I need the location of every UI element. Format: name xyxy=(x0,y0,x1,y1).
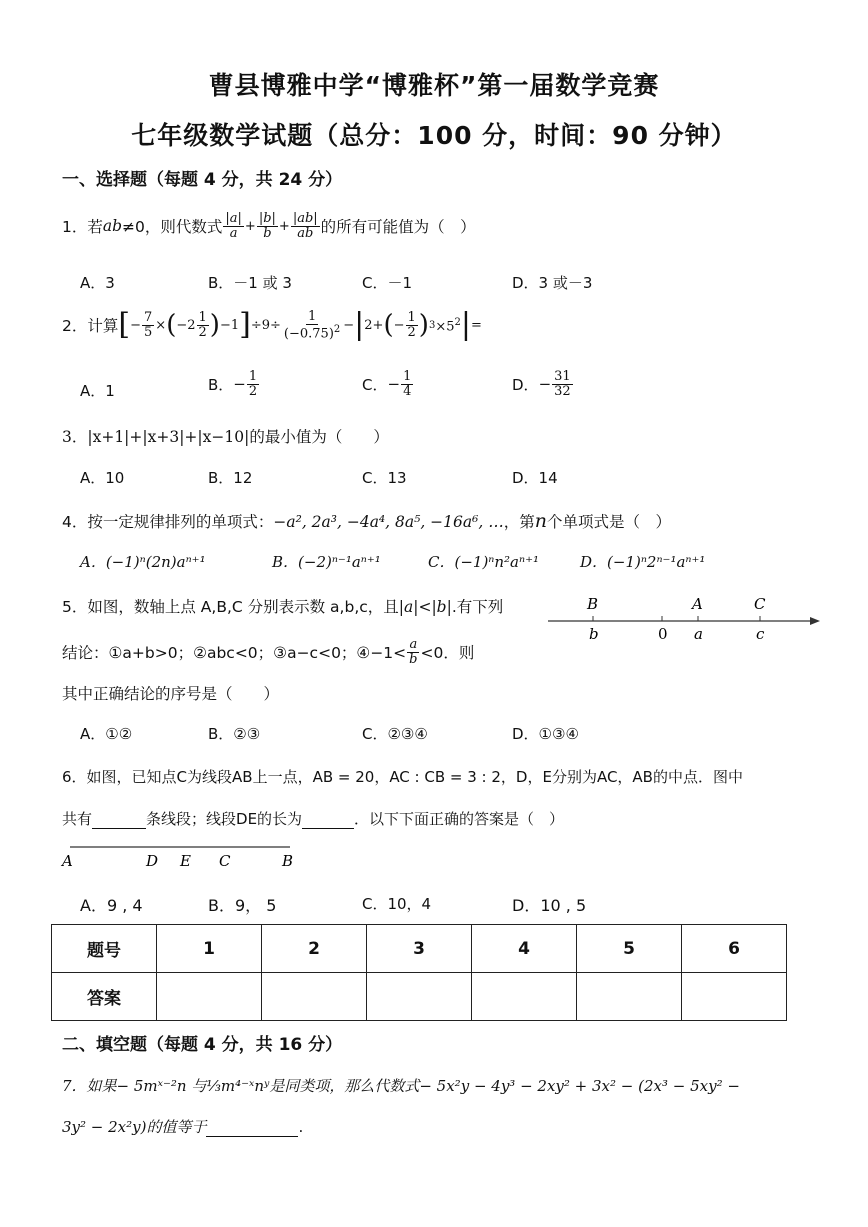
q6-option-c[interactable]: C．10，4 xyxy=(362,895,432,913)
exam-subtitle: 七年级数学试题（总分：100 分，时间：90 分钟） xyxy=(131,121,737,150)
q2-option-c[interactable]: C． − $\frac{1}{4}$ xyxy=(362,369,412,399)
answer-cell-5[interactable] xyxy=(577,973,682,1021)
axis-label-a: a xyxy=(694,625,703,643)
axis-label-C: C xyxy=(754,595,766,613)
q3-option-c[interactable]: C．13 xyxy=(362,469,407,487)
q7-blank[interactable] xyxy=(206,1136,298,1137)
q5-option-a[interactable]: A．①② xyxy=(80,725,133,743)
q2-option-a[interactable]: A．1 xyxy=(80,382,115,400)
q1-option-c[interactable]: C．－1 xyxy=(362,274,413,292)
q1-frac-ab: $\frac{|ab|}{ab}$ xyxy=(292,211,318,241)
segment-point-A: A xyxy=(62,852,73,870)
segment-figure xyxy=(58,838,308,872)
answer-table-header-2: 2 xyxy=(262,925,367,973)
question-5-line3: 其中正确结论的序号是（ ） xyxy=(62,685,280,703)
question-5-line2: 结论：①a+b>0；②abc<0；③a−c<0；④−1< $\frac{a}{b}$ <0．则 xyxy=(62,637,475,667)
q2-option-b[interactable]: B． − $\frac{1}{2}$ xyxy=(208,369,258,399)
q1-ne: ≠0，则代数式 xyxy=(122,218,223,237)
answer-table-header-3: 3 xyxy=(367,925,472,973)
axis-label-0: 0 xyxy=(658,625,668,643)
q3-option-d[interactable]: D．14 xyxy=(512,469,558,487)
q6-option-d[interactable]: D．10 , 5 xyxy=(512,896,587,915)
segment-point-B: B xyxy=(282,852,294,870)
q6-blank-2[interactable] xyxy=(302,828,354,829)
question-6-line1: 6．如图，已知点C为线段AB上一点，AB = 20，AC : CB = 3 : 2，D，E分别为AC，AB的中点．图中 xyxy=(62,768,743,786)
q5-option-c[interactable]: C．②③④ xyxy=(362,725,428,743)
q6-option-b[interactable]: B．9， 5 xyxy=(208,896,277,915)
answer-cell-1[interactable] xyxy=(157,973,262,1021)
q1-tail: 的所有可能值为（ ） xyxy=(320,218,476,237)
q5-option-d[interactable]: D．①③④ xyxy=(512,725,579,743)
section-fill-heading: 二、填空题（每题 4 分，共 16 分） xyxy=(62,1035,343,1055)
exam-title: 曹县博雅中学“博雅杯”第一届数学竞赛 xyxy=(208,71,660,100)
answer-cell-2[interactable] xyxy=(262,973,367,1021)
segment-point-E: E xyxy=(180,852,191,870)
q4-sequence: −a², 2a³, −4a⁴, 8a⁵, −16a⁶, … xyxy=(273,513,504,531)
question-6-line2: 共有 条线段；线段DE的长为 ．以下下面正确的答案是（ ） xyxy=(62,810,565,828)
q1-number: 1．若 xyxy=(62,218,103,237)
answer-cell-6[interactable] xyxy=(682,973,787,1021)
q3-tail: 的最小值为（ ） xyxy=(249,428,389,446)
q1-frac-a: $\frac{|a|}{a}$ xyxy=(225,211,242,241)
number-line-figure xyxy=(546,590,826,646)
q5-frac-ab: $\frac{a}{b}$ xyxy=(409,637,418,667)
q3-option-a[interactable]: A．10 xyxy=(80,469,125,487)
question-7-line2: 3y² − 2x²y)的值等于 . xyxy=(62,1118,304,1136)
q4-option-d[interactable]: D．(−1)ⁿ2ⁿ⁻¹aⁿ⁺¹ xyxy=(580,553,706,571)
q3-option-b[interactable]: B．12 xyxy=(208,469,253,487)
q2-option-d[interactable]: D． − $\frac{31}{32}$ xyxy=(512,369,571,399)
q4-option-c[interactable]: C．(−1)ⁿn²aⁿ⁺¹ xyxy=(428,553,539,571)
answer-table-header-row xyxy=(52,925,787,973)
axis-label-A: A xyxy=(692,595,703,613)
q4-option-a[interactable]: A．(−1)ⁿ(2n)aⁿ⁺¹ xyxy=(80,553,206,571)
answer-cell-4[interactable] xyxy=(472,973,577,1021)
answer-table-header-4: 4 xyxy=(472,925,577,973)
q4-lead: 4．按一定规律排列的单项式： xyxy=(62,513,274,531)
answer-cell-3[interactable] xyxy=(367,973,472,1021)
q2-number: 2．计算 xyxy=(62,317,119,336)
q1-option-d[interactable]: D．3 或－3 xyxy=(512,274,593,292)
answer-table-header-6: 6 xyxy=(682,925,787,973)
question-4: 4．按一定规律排列的单项式：−a², 2a³, −4a⁴, 8a⁵, −16a⁶, …，第n个单项式是（ ） xyxy=(62,510,671,532)
question-5-line1: 5．如图，数轴上点 A,B,C 分别表示数 a,b,c，且|a|<|b|.有下列 xyxy=(62,598,504,616)
answer-table-header-1: 1 xyxy=(157,925,262,973)
question-7-line1: 7．如果− 5mˣ⁻²n 与⅓m⁴⁻ˣnʸ是同类项，那么代数式− 5x²y − 4y³ − 2xy² + 3x² − (2x³ − 5xy² − xyxy=(62,1077,740,1095)
answer-table xyxy=(51,924,787,1021)
number-line-arrow xyxy=(810,617,820,625)
answer-table-row-label: 答案 xyxy=(52,973,157,1021)
q1-option-b[interactable]: B．－1 或 3 xyxy=(208,274,292,292)
q4-n: n xyxy=(534,510,547,532)
q6-option-a[interactable]: A．9 , 4 xyxy=(80,896,143,915)
answer-table-header-label: 题号 xyxy=(52,925,157,973)
answer-table-answer-row xyxy=(52,973,787,1021)
axis-label-B: B xyxy=(587,595,599,613)
q3-expr: 3．|x+1|+|x+3|+|x−10| xyxy=(62,428,250,446)
answer-table-header-5: 5 xyxy=(577,925,682,973)
question-1: 1．若 ab ≠0，则代数式 $\frac{|a|}{a}$ + $\frac{|b|}{b}$ + $\frac{|ab|}{ab}$ 的所有可能值为（ ） xyxy=(62,211,476,241)
axis-label-c: c xyxy=(756,625,765,643)
q6-blank-1[interactable] xyxy=(92,828,146,829)
segment-point-D: D xyxy=(146,852,159,870)
q1-frac-b: $\frac{|b|}{b}$ xyxy=(258,211,276,241)
segment-point-C: C xyxy=(219,852,231,870)
question-3 xyxy=(62,425,389,447)
q4-option-b[interactable]: B．(−2)ⁿ⁻¹aⁿ⁺¹ xyxy=(272,553,381,571)
q1-ab: ab xyxy=(102,217,123,236)
section-choice-heading: 一、选择题（每题 4 分，共 24 分） xyxy=(62,170,343,190)
q5-option-b[interactable]: B．②③ xyxy=(208,725,261,743)
q1-option-a[interactable]: A．3 xyxy=(80,274,115,292)
question-2: 2．计算 [ − $\frac{7}{5}$ × ( −2 $\frac{1}{2}$ ) −1 ] ÷9÷ $\frac{1}{(-0.75)^2}$ − | 2+ ( − $\frac{1}{2}$ ) 3 $\times 5^2$ | = xyxy=(62,307,482,343)
q5-abs-condition: |a|<|b| xyxy=(398,598,452,616)
axis-label-b: b xyxy=(589,625,599,643)
